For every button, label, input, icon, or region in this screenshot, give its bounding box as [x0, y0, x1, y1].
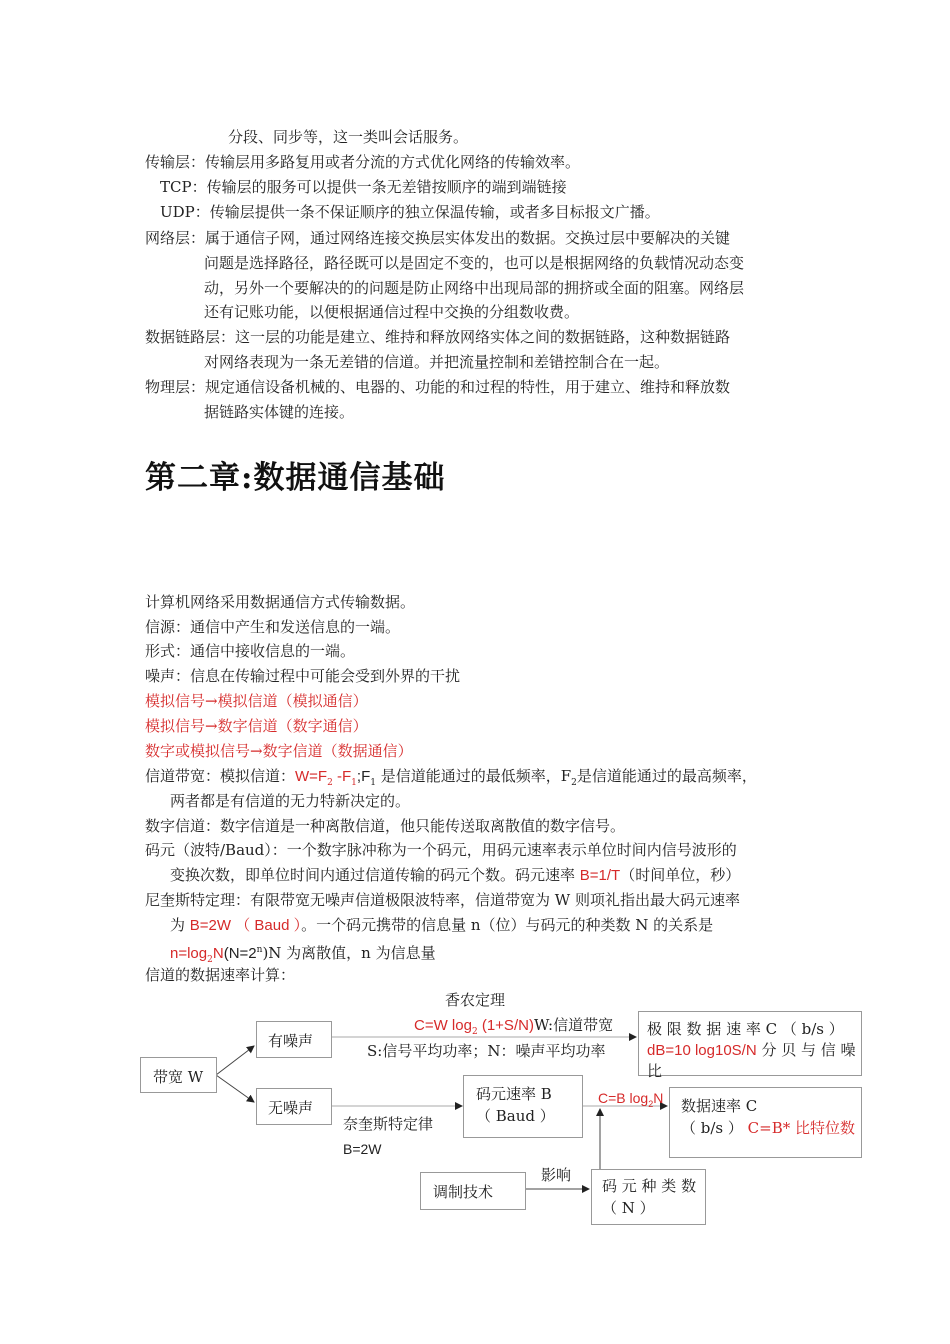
influence-label: 影响 [541, 1166, 572, 1184]
nyquist-def: 尼奎斯特定理：有限带宽无噪声信道极限波特率，信道带宽为 W 则项礼指出最大码元速率 [145, 891, 740, 909]
tcp-text: TCP：传输层的服务可以提供一条无差错按顺序的端到端链接 [160, 178, 567, 196]
network-layer-text-3: 动，另外一个要解决的的问题是防止网络中出现局部的拥挤或全面的阻塞。网络层 [204, 279, 745, 297]
digital-digital: 数字或模拟信号→数字信道（数据通信） [145, 742, 413, 760]
shannon-sn: S:信号平均功率；N：噪声平均功率 [367, 1042, 606, 1060]
noiseless-box: 无噪声 [256, 1088, 332, 1125]
datalink-layer-text-2: 对网络表现为一条无差错的信道。并把流量控制和差错控制合在一起。 [204, 353, 670, 371]
nyquist-def-3: $n=\log_2N(N=2^n)N$ 为离散值，n 为信息量 [170, 944, 436, 965]
shannon-formula: C=W $\log_2 (1+S/N)W$:信道带宽 [414, 1016, 614, 1037]
digital-channel-def: 数字信道：数字信道是一种离散信道，他只能传送取离散值的数字信号。 [145, 817, 626, 835]
text-line: 分段、同步等，这一类叫会话服务。 [228, 128, 469, 146]
shannon-title: 香农定理 [445, 991, 506, 1009]
network-layer-text-4: 还有记账功能，以便根据通信过程中交换的分组数收费。 [204, 303, 580, 321]
nyquist-law-label: 奈奎斯特定律 [343, 1115, 434, 1133]
arrow-to-noiseless [216, 1075, 254, 1102]
baud-def-2: 变换次数，即单位时间内通过信道传输的码元个数。码元速率 B=1/T（时间单位，秒） [170, 866, 741, 884]
data-rate-box: 数据速率 C （ b/s ） C=B* 比特位数 [669, 1087, 862, 1158]
datalink-layer-text: 数据链路层：这一层的功能是建立、维持和释放网络实体之间的数据链路，这种数据链路 [145, 328, 731, 346]
source-def: 信源：通信中产生和发送信息的一端。 [145, 618, 401, 636]
body-line: 计算机网络采用数据通信方式传输数据。 [145, 593, 416, 611]
network-layer-text-2: 问题是选择路径，路径既可以是固定不变的，也可以是根据网络的负载情况动态变 [204, 254, 745, 272]
rate-calc-heading: 信道的数据速率计算： [145, 966, 296, 984]
transport-layer-text: 传输层：传输层用多路复用或者分流的方式优化网络的传输效率。 [145, 153, 581, 171]
nyquist-formula: B=2W [343, 1141, 382, 1157]
analog-analog: 模拟信号→模拟信道（模拟通信） [145, 692, 368, 710]
limit-rate-box: 极 限 数 据 速 率 C （ b/s ） dB=10 log10S/N 分 贝 与 信 噪 比 [638, 1011, 862, 1076]
chapter-title: 第二章:数据通信基础 [145, 460, 446, 496]
noisy-box: 有噪声 [256, 1021, 332, 1058]
bandwidth-box: 带宽 W [140, 1057, 217, 1093]
form-def: 形式：通信中接收信息的一端。 [145, 642, 356, 660]
noise-def: 噪声：信息在传输过程中可能会受到外界的干扰 [145, 667, 461, 685]
baud-rate-box: 码元速率 B （ Baud ） [463, 1075, 583, 1138]
bandwidth-def-2: 两者都是有信道的无力特新决定的。 [170, 792, 411, 810]
arrow-to-noisy [216, 1046, 254, 1075]
physical-layer-text-2: 据链路实体键的连接。 [204, 403, 355, 421]
network-layer-text: 网络层：属于通信子网，通过网络连接交换层实体发出的数据。交换过层中要解决的关键 [145, 229, 731, 247]
udp-text: UDP：传输层提供一条不保证顺序的独立保温传输，或者多目标报文广播。 [160, 203, 660, 221]
nyquist-def-2: 为 B=2W （ Baud ）。一个码元携带的信息量 n（位）与码元的种类数 N 的关系是 [170, 916, 714, 934]
physical-layer-text: 物理层：规定通信设备机械的、电器的、功能的和过程的特性，用于建立、维持和释放数 [145, 378, 731, 396]
analog-digital: 模拟信号→数字信道（数字通信） [145, 717, 368, 735]
symbol-kinds-box: 码 元 种 类 数 （ N ） [591, 1169, 706, 1225]
baud-def: 码元（波特/Baud）：一个数字脉冲称为一个码元，用码元速率表示单位时间内信号波形的 [145, 841, 737, 859]
modulation-box: 调制技术 [420, 1172, 526, 1210]
cblog-formula: C=B $\log_2N$ [598, 1090, 664, 1109]
bandwidth-def: 信道带宽：模拟信道：$W=F_2$ $-F_1;F_1$ 是信道能通过的最低频率，$F_2$是信道能通过的最高频率， [145, 767, 757, 788]
